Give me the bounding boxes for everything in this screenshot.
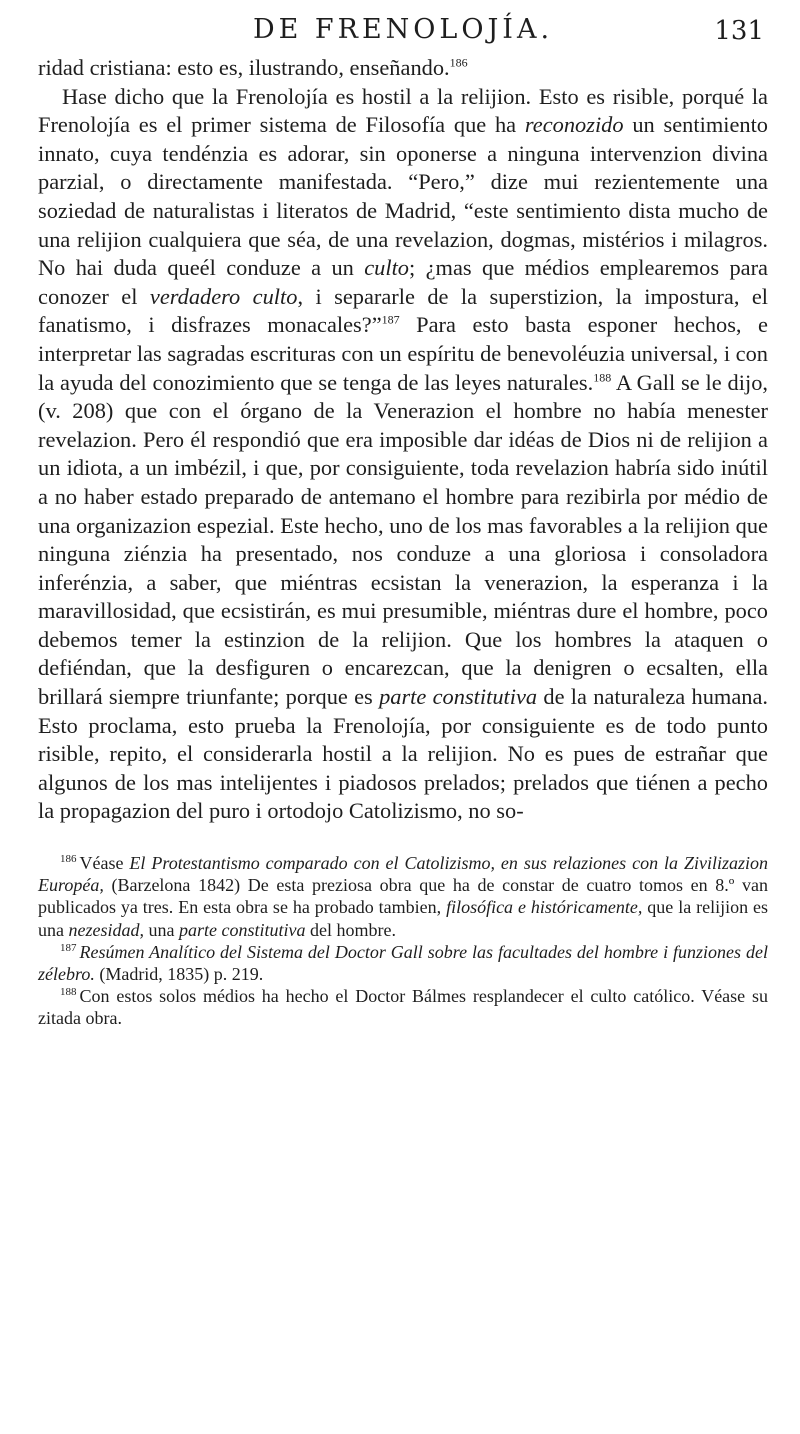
footnote-text: (Barzelona 1842) De esta preziosa obra que ha de constar de cuatro tomos en 8.º van publicados ya tres. En esta obra se ha probado tambien, bbox=[38, 875, 768, 918]
footnote-emphasis: filosófica e históricamente, bbox=[446, 897, 643, 918]
paragraph-2 bbox=[38, 83, 768, 826]
running-title: DE FRENOLOJÍA. bbox=[252, 14, 554, 45]
footnote-ref-186: 186 bbox=[449, 55, 468, 70]
emphasis-verdadero-culto: verdadero culto bbox=[149, 283, 298, 309]
emphasis-reconozido: reconozido bbox=[524, 112, 624, 138]
footnote-text: Con estos solos médios ha hecho el Doctor Bálmes resplandecer el culto católico. Véase su zitada obra. bbox=[38, 986, 768, 1029]
footnote-text: del hombre. bbox=[305, 919, 396, 940]
footnote-text: que la relijion es una bbox=[38, 897, 769, 940]
footnote-188 bbox=[38, 985, 768, 1029]
paragraph-2-part-f: A Gall se le dijo, (v. 208) que con el órgano de la Venerazion el hombre no había menester revelazion. Pero él respondió que era imposible dar idéas de Dios ni de relijion a un idiota, a un imbézil, i que, por consiguiente, toda revelazion habría sido inútil a no haber estado preparado de antemano el hombre para rezibirla por médio de una organizazion espezial. Este hecho, uno de los mas favorables a la relijion que ninguna ziénzia ha presentado, nos conduze a una gloriosa i consoladora inferénzia, a saber, que miéntras ecsistan la venerazion, la esperanza i la maravillosidad, que ecsistirán, es mui presumible, miéntras dure el hombre, poco debemos temer la estinzion de la relijion. Que los hombres la ataquen o defiéndan, que la desfiguren o encarezcan, que la denigren o ecsalten, ella brillará siempre triunfante; porque es bbox=[38, 369, 768, 710]
footnote-emphasis: nezesidad, bbox=[68, 919, 144, 940]
footnote-text: (Madrid, 1835) p. 219. bbox=[94, 964, 264, 985]
paragraph-2-part-a: Hase dicho que la Frenolojía es hostil a la relijion. Esto es risible, porqué la Frenolojía es el primer sistema de Filosofía que ha bbox=[38, 83, 768, 138]
paragraph-2-part-c: ; ¿mas que médios emplearemos para conozer el bbox=[38, 255, 768, 309]
footnote-186 bbox=[38, 852, 768, 941]
page-number: 131 bbox=[714, 16, 764, 46]
footnote-title: Resúmen Analítico del Sistema del Doctor Gall sobre las facultades del hombre i funziones del zélebro. bbox=[38, 941, 768, 985]
footnote-number: 186 bbox=[60, 853, 77, 866]
running-header bbox=[38, 14, 768, 52]
emphasis-parte-constitutiva: parte constitutiva bbox=[379, 684, 538, 710]
footnote-ref-188: 188 bbox=[593, 370, 612, 385]
footnote-title: El Protestantismo comparado con el Catolizismo, en sus relaziones con la Zivilizazion Européa, bbox=[38, 853, 768, 896]
footnote-text: una bbox=[144, 919, 179, 940]
paragraph-1-text: ridad cristiana: esto es, ilustrando, enseñando. bbox=[38, 55, 450, 80]
paragraph-2-part-d: , i separarle de la superstizion, la impostura, el fanatismo, i disfrazes monacales?” bbox=[38, 283, 768, 338]
book-page bbox=[38, 14, 768, 1030]
footnote-187 bbox=[38, 941, 768, 985]
paragraph-2-part-e: Para esto basta esponer hechos, e interpretar las sagradas escrituras con un espíritu de benevoléuzia universal, i con la ayuda del conozimiento que se tenga de las leyes naturales. bbox=[38, 312, 768, 395]
footnote-number: 188 bbox=[60, 986, 77, 999]
footnotes bbox=[38, 852, 768, 1030]
footnote-emphasis: parte constitutiva bbox=[179, 919, 306, 940]
main-text bbox=[38, 54, 768, 826]
paragraph-2-part-b: un sentimiento innato, cuya tendénzia es adorar, sin oponerse a ninguna intervenzion divina parzial, o directamente manifestada. “Pero,” dize mui rezientemente una soziedad de naturalistas i literatos de Madrid, “este sentimiento dista mucho de una relijion cualquiera que séa, de una revelazion, dogmas, mistérios i milagros. No hai duda queél conduze a un bbox=[38, 112, 768, 281]
paragraph-2-part-g: de la naturaleza humana. Esto proclama, esto prueba la Frenolojía, por consiguiente es de todo punto risible, repito, el considerarla hostil a la relijion. No es pues de estrañar que algunos de los mas intelijentes i piadosos prelados; prelados que tiénen a pecho la propagazion del puro i ortodojo Catolizismo, no so- bbox=[38, 684, 768, 824]
footnote-text: Véase bbox=[79, 853, 130, 874]
footnote-number: 187 bbox=[60, 941, 77, 954]
emphasis-culto: culto bbox=[364, 255, 410, 281]
footnote-ref-187: 187 bbox=[381, 312, 400, 327]
paragraph-1 bbox=[38, 54, 768, 83]
